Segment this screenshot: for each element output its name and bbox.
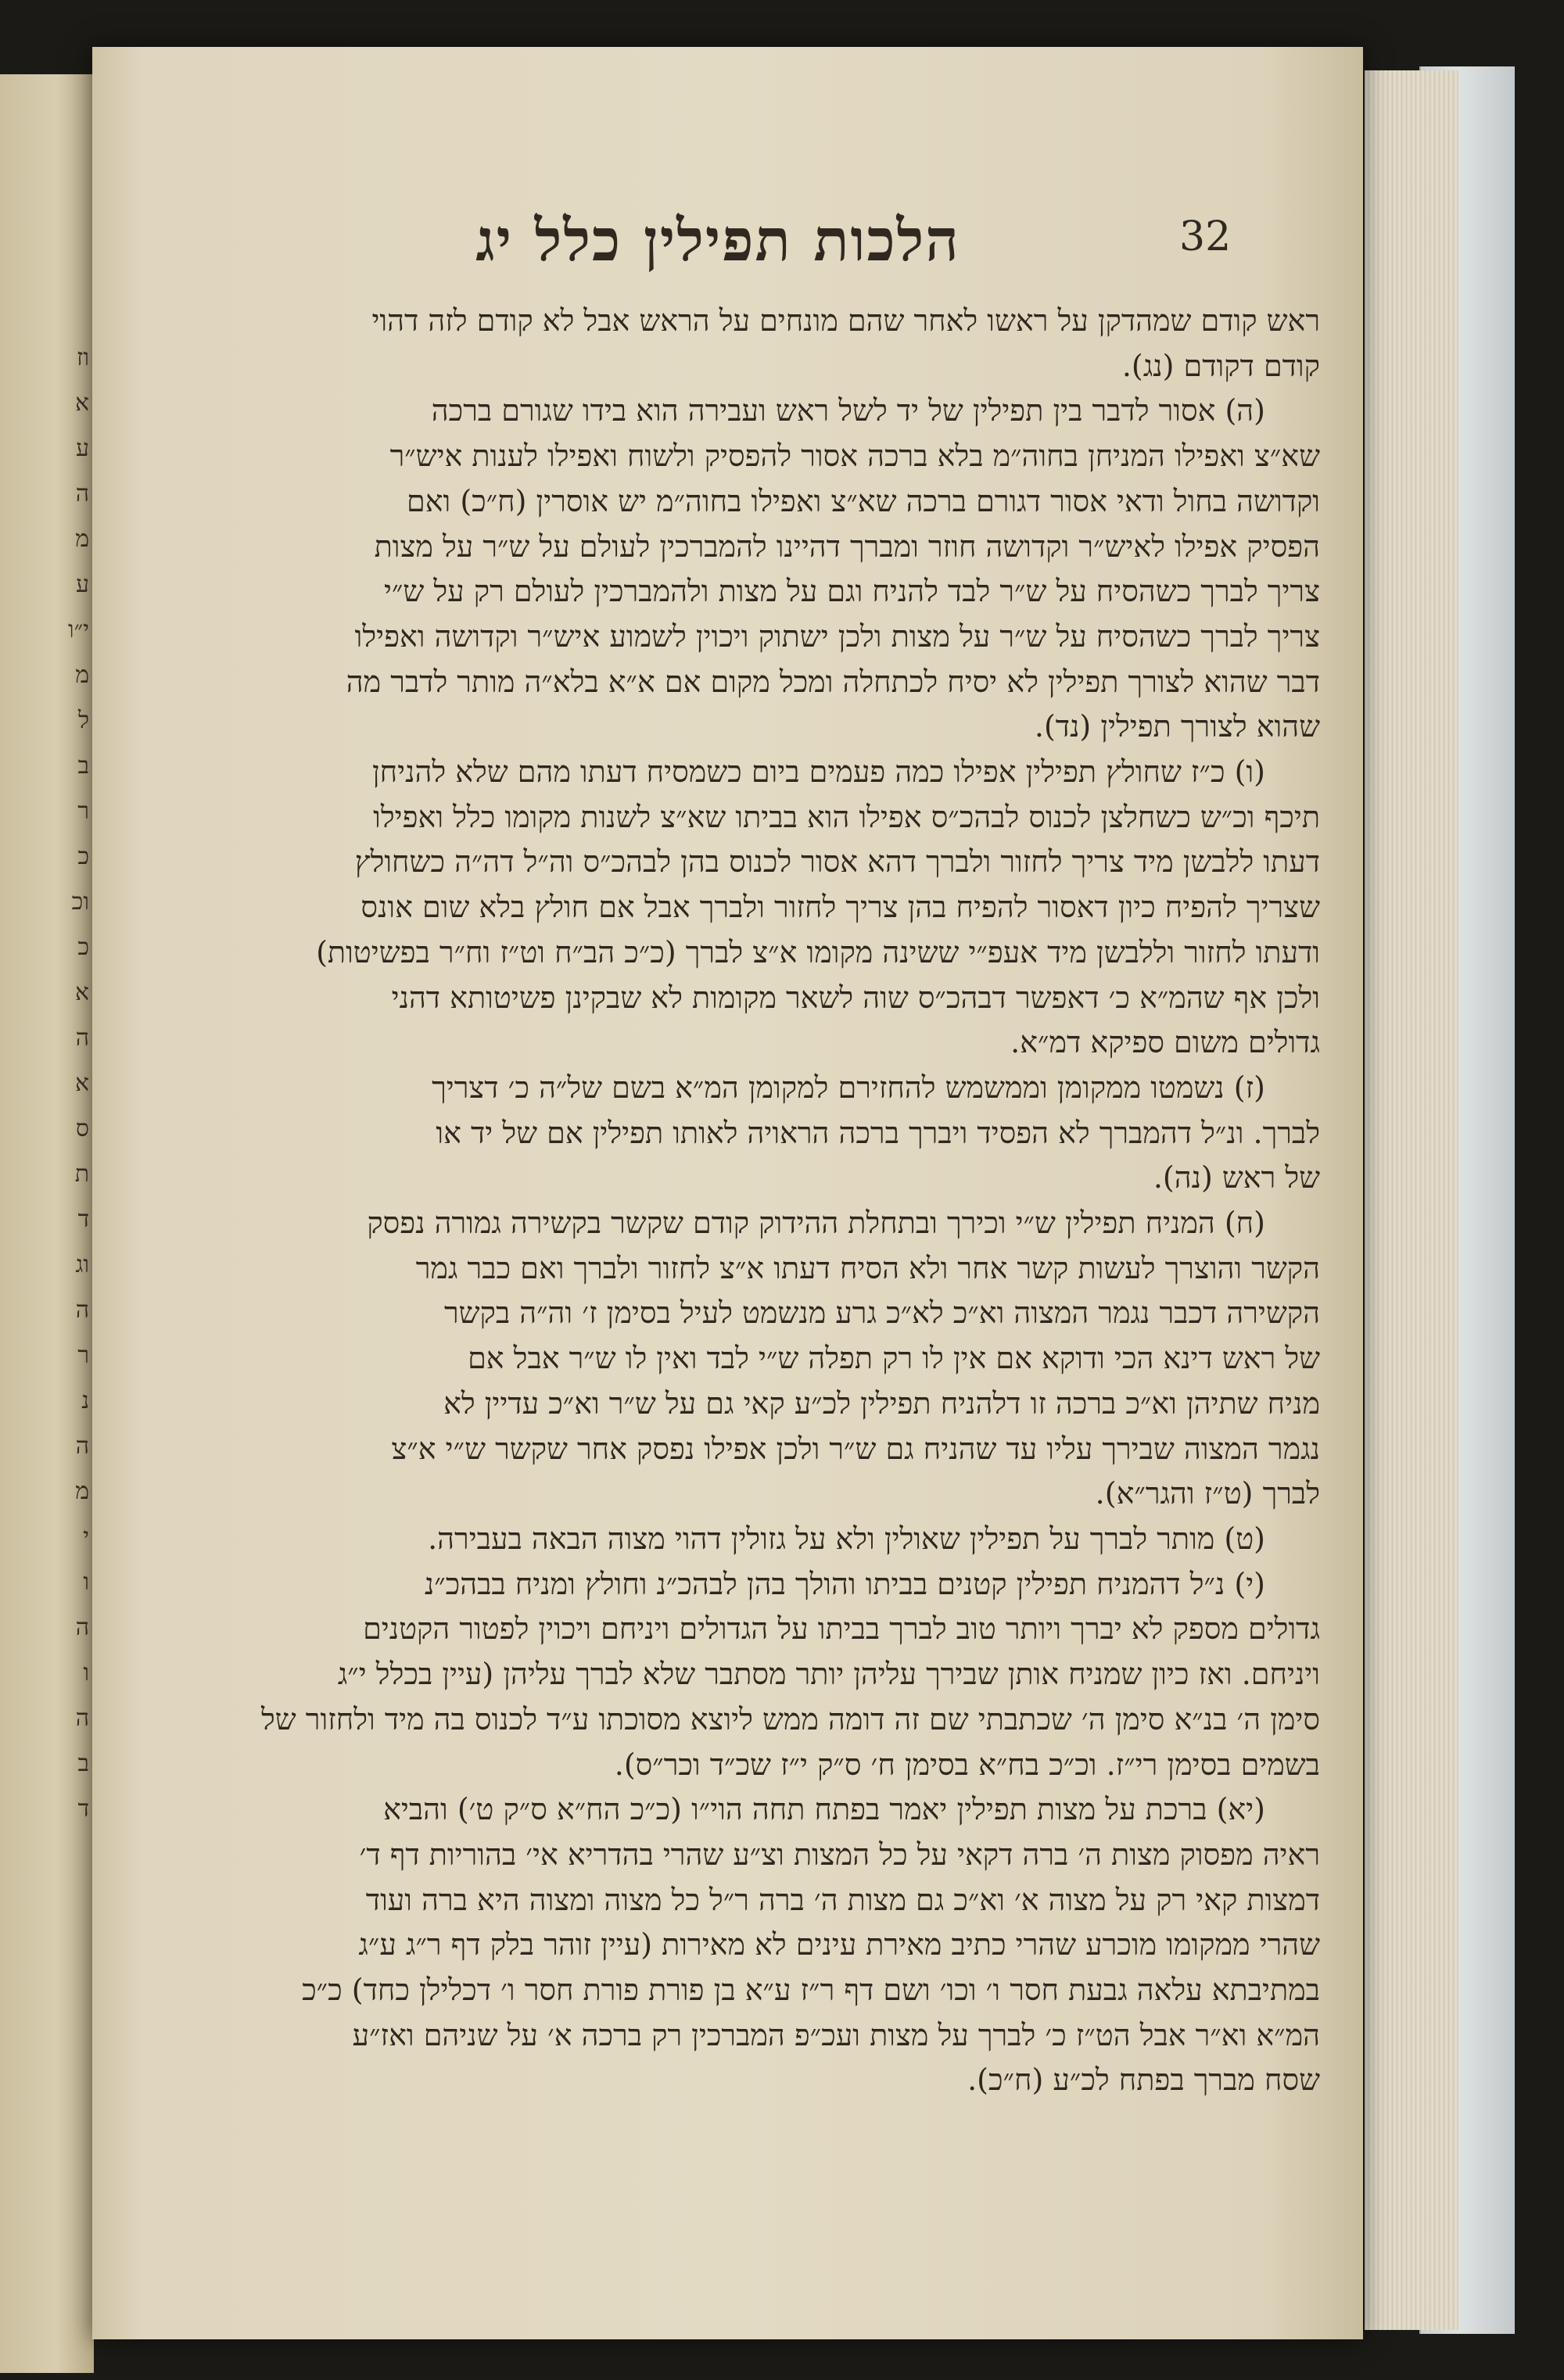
text-line: לברך. ונ״ל דהמברך לא הפסיד ויברך ברכה הראויה לאותו תפילין אם של יד או [436,1115,1320,1150]
adjacent-page-fragment: וז [76,344,89,371]
page-number: 32 [1179,213,1232,260]
book-page [92,47,1363,2339]
text-line: נגמר המצוה שבירך עליו עד שהניח גם ש״ר ולכן אפילו נפסק אחר שקשר ש״י א״צ [391,1431,1320,1466]
adjacent-page-fragment: מ [75,661,89,689]
text-line: (ו) כ״ז שחולץ תפילין אפילו כמה פעמים ביום כשמסיח דעתו מהם שלא להניחן [371,755,1265,790]
adjacent-page-fragment: ה [75,1296,89,1324]
text-line: דמצות קאי רק על מצוה א׳ וא״כ גם מצות ה׳ ברה ר״ל כל מצוה ומצוה היא ברה ועוד [365,1882,1320,1917]
adjacent-page-fragment: י״ו [68,616,89,643]
text-line: (י) נ״ל דהמניח תפילין קטנים בביתו והולך בהן לבהכ״נ וחולץ ומניח בבהכ״נ [424,1566,1265,1601]
adjacent-page-fragment: וג [75,1251,89,1278]
text-line: שהרי ממקומו מוכרע שהרי כתיב מאירת עינים לא מאירות (עיין זוהר בלק דף ר״ג ע״ג [358,1927,1320,1962]
adjacent-page-fragment: וכ [71,888,89,916]
text-line: שצריך להפיח כיון דאסור להפיח בהן צריך לחזור ולברך אבל אם חולץ בלא שום אונס [361,890,1320,925]
text-line: ולכן אף שהמ״א כ׳ דאפשר דבהכ״ס שוה לשאר מקומות לא שבקינן פשיטותא דהני [391,980,1320,1015]
text-line: ראיה מפסוק מצות ה׳ ברה דקאי על כל המצות וצ״ע שהרי בהדריא אי׳ בהוריות דף ד׳ [359,1837,1320,1872]
page-title: הלכות תפילין כלל יג [475,207,960,274]
adjacent-page-fragment: ב [77,752,89,780]
adjacent-page-fragment: ע [76,435,89,462]
text-line: הפסיק אפילו לאיש״ר וקדושה חוזר ומברך דהיינו להמברכין לעולם על ש״ר על מצות [374,529,1320,564]
text-line: של ראש דינא הכי ודוקא אם אין לו רק תפלה ש״י לבד ואין לו ש״ר אבל אם [468,1341,1320,1376]
text-line: בשמים בסימן רי״ז. וכ״כ בח״א בסימן ח׳ ס״ק י״ז שכ״ד וכר״ס). [614,1747,1320,1782]
text-line: הקשר והוצרך לעשות קשר אחר ולא הסיח דעתו א״צ לחזור ולברך ואם כבר גמר [415,1250,1320,1285]
text-line: (ח) המניח תפילין ש״י וכירך ובתחלת ההידוק קודם שקשר בקשירה גמורה נפסק [367,1206,1265,1241]
text-line: (ט) מותר לברך על תפילין שאולין ולא על גזולין דהוי מצוה הבאה בעבירה. [428,1521,1265,1556]
adjacent-page-fragment: ד [77,1795,89,1823]
adjacent-page-fragment: כ [77,934,89,961]
text-line: (ז) נשמטו ממקומן וממשמש להחזירם למקומן המ״א בשם של״ה כ׳ דצריך [432,1070,1265,1105]
text-line: ויניחם. ואז כיון שמניח אותן שבירך עליהן יותר מסתבר שלא לברך עליהן (עיין בכלל י״ג [337,1657,1320,1692]
text-line: צריך לברך כשהסיח על ש״ר על מצות ולכן ישתוק ויכוין לשמוע איש״ר וקדושה ואפילו [354,618,1320,654]
text-line: ודעתו לחזור וללבשן מיד אעפ״י ששינה מקומו א״צ לברך (כ״כ הב״ח וט״ז וח״ר בפשיטות) [316,934,1320,970]
text-line: לברך (ט״ז והגר״א). [1095,1476,1320,1511]
text-line: הקשירה דכבר נגמר המצוה וא״כ לא״כ גרע מנשמט לעיל בסימן ז׳ וה״ה בקשר [443,1296,1320,1331]
text-line: ראש קודם שמהדקן על ראשו לאחר שהם מונחים על הראש אבל לא קודם לזה דהוי [371,303,1320,338]
adjacent-page-fragment: י [83,1523,89,1550]
adjacent-page-fragment: נ [81,1387,89,1414]
adjacent-page-fragment: ו [83,1659,89,1686]
adjacent-page-fragment: ע [76,571,89,598]
adjacent-page-fragment: ה [75,1432,89,1460]
adjacent-page-fragment: א [74,979,89,1006]
adjacent-page-fragment: א [74,389,89,417]
text-line: שא״צ ואפילו המניחן בחוה״מ בלא ברכה אסור להפסיק ולשוח ואפילו לענות איש״ר [389,439,1320,474]
text-line: תיכף וכ״ש כשחלצן לכנוס לבהכ״ס אפילו הוא בביתו שא״צ לשנות מקומו כלל ואפילו [373,799,1320,834]
text-line: סימן ה׳ בנ״א סימן ה׳ שכתבתי שם זה דומה ממש ליוצא מסוכתו ע״ד לכנוס בה מיד ולחזור של [261,1701,1320,1737]
adjacent-page-fragment: ו [83,1568,89,1596]
text-line: המ״א וא״ר אבל הט״ז כ׳ לברך על מצות ועכ״פ המברכין רק ברכה א׳ על שניהם ואז״ע [352,2017,1320,2052]
adjacent-page-fragment: ב [77,1750,89,1777]
adjacent-page-fragment: ר [77,798,89,825]
text-line: גדולים משום ספיקא דמ״א. [1010,1025,1320,1060]
adjacent-page-fragment: ר [77,1342,89,1369]
text-line: דבר שהוא לצורך תפילין לא יסיח לכתחלה ומכל מקום אם א״א בלא״ה מותר לדבר מה [346,664,1320,699]
text-line: גדולים מספק לא יברך ויותר טוב לברך בביתו על הגדולים ויניחם ויכוין לפטור הקטנים [363,1611,1320,1647]
text-line: מניח שתיהן וא״כ ברכה זו דלהניח תפילין לכ״ע קאי גם על ש״ר וא״כ עדיין לא [443,1385,1320,1421]
adjacent-page-fragment: ה [75,1614,89,1641]
running-head [92,207,1363,301]
adjacent-page-fragment: ל [77,707,89,734]
adjacent-page-fragment: ת [74,1160,89,1188]
previous-page-strip [0,74,94,2373]
adjacent-page-fragment: מ [75,1478,89,1505]
text-line: צריך לברך כשהסיח על ש״ר לבד להניח וגם על מצות ולהמברכין לעולם רק על ש״י [384,574,1320,609]
adjacent-page-fragment: כ [77,843,89,870]
page-block-edge [1365,70,1458,2330]
adjacent-page-fragment: ד [77,1206,89,1233]
adjacent-page-fragment: א [74,1070,89,1097]
text-line: וקדושה בחול ודאי אסור דגורם ברכה שא״צ ואפילו בחוה״מ יש אוסרין (ח״כ) ואם [407,483,1320,518]
text-line: (ה) אסור לדבר בין תפילין של יד לשל ראש ועבירה הוא בידו שגורם ברכה [431,393,1265,428]
text-line: דעתו ללבשן מיד צריך לחזור ולברך דהא אסור לכנוס בהן לבהכ״ס וה״ל דה״ה כשחולץ [354,844,1320,880]
adjacent-page-fragment: ס [75,1115,89,1142]
text-line: (יא) ברכת על מצות תפילין יאמר בפתח תחה הוי״ו (כ״כ הח״א ס״ק ט׳) והביא [383,1792,1265,1827]
adjacent-page-fragment: מ [75,525,89,553]
text-line: שסח מברך בפתח לכ״ע (ח״כ). [967,2063,1320,2098]
text-line: קודם דקודם (נג). [1121,348,1320,383]
body-text [116,299,1320,2103]
adjacent-page-fragment: ה [75,1704,89,1732]
text-line: במתיבתא עלאה גבעת חסר ו׳ וכו׳ ושם דף ר״ז ע״א בן פורת פורת חסר ו׳ דכלילן כחד) כ״כ [302,1973,1320,2008]
adjacent-page-fragment: ה [75,1024,89,1052]
text-line: של ראש (נה). [1153,1160,1320,1195]
text-line: שהוא לצורך תפילין (נד). [1034,709,1320,744]
adjacent-page-fragment: ה [75,480,89,507]
